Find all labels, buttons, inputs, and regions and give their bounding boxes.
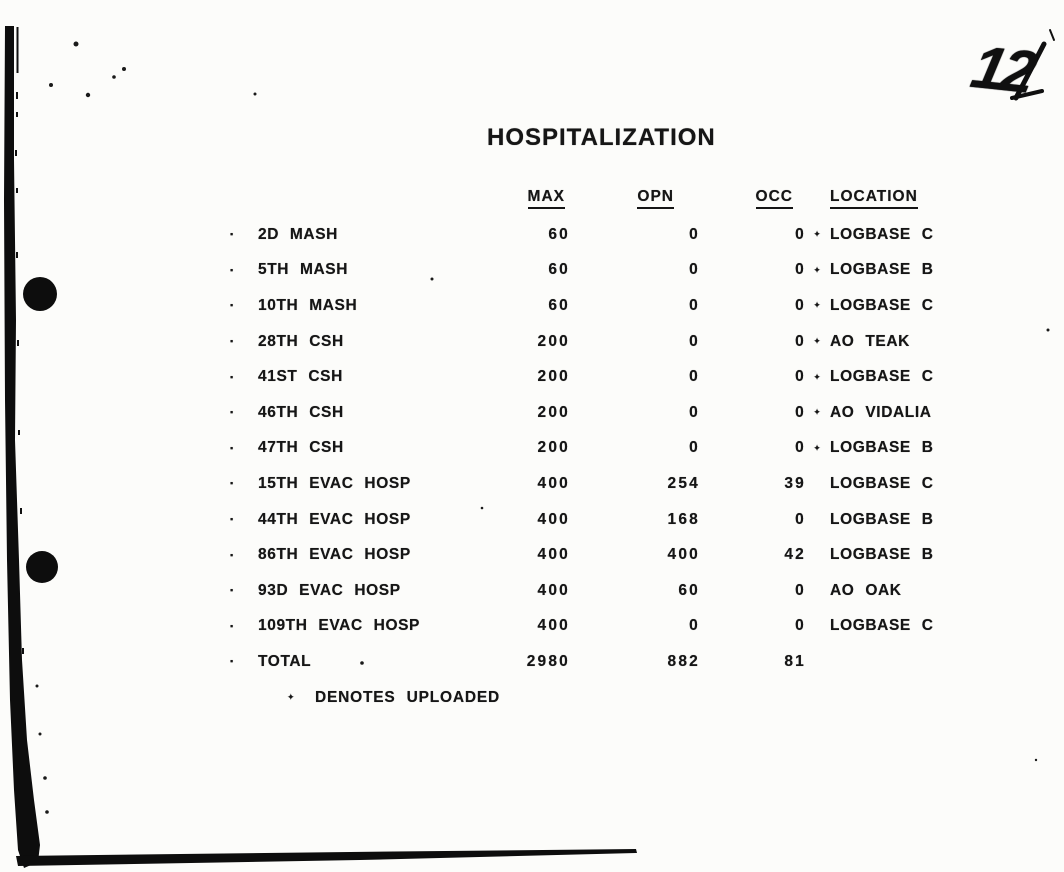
row-opn-value: 60 xyxy=(678,581,700,599)
row-max-value: 60 xyxy=(548,296,570,314)
row-occ-value: 81 xyxy=(784,652,806,670)
uploaded-marker-icon: ✦ xyxy=(813,371,821,382)
row-opn-value: 0 xyxy=(689,439,700,457)
row-location: LOGBASE C xyxy=(830,225,934,243)
row-max-value: 200 xyxy=(537,403,570,421)
row-bullet-icon: ▪ xyxy=(230,336,234,347)
table-row xyxy=(230,466,1040,502)
row-location: LOGBASE B xyxy=(830,510,934,528)
row-opn-value: 0 xyxy=(689,225,700,243)
row-location: LOGBASE C xyxy=(830,474,934,492)
table-row xyxy=(230,288,1040,324)
row-opn-value: 0 xyxy=(689,617,700,635)
column-header-occ: OCC xyxy=(756,188,793,209)
binding-bar xyxy=(4,26,40,868)
row-max-value: 400 xyxy=(537,474,570,492)
bottom-edge-line xyxy=(16,849,637,866)
row-max-value: 60 xyxy=(548,225,570,243)
row-bullet-icon: ▪ xyxy=(230,407,234,418)
row-opn-value: 0 xyxy=(689,332,700,350)
table-row xyxy=(230,359,1040,395)
row-location: AO VIDALIA xyxy=(830,403,932,421)
row-bullet-icon: ▪ xyxy=(230,478,234,489)
table-row xyxy=(230,644,1040,680)
row-location: LOGBASE C xyxy=(830,296,934,314)
row-location: AO TEAK xyxy=(830,332,910,350)
row-max-value: 200 xyxy=(537,368,570,386)
row-occ-value: 0 xyxy=(795,581,806,599)
hole-punch-top xyxy=(23,277,57,311)
table-row xyxy=(230,431,1040,467)
hospitalization-table xyxy=(230,180,1040,715)
row-max-value: 400 xyxy=(537,617,570,635)
row-occ-value: 0 xyxy=(795,510,806,528)
row-occ-value: 0 xyxy=(795,403,806,421)
row-bullet-icon: ▪ xyxy=(230,585,234,596)
row-location: AO OAK xyxy=(830,581,902,599)
row-unit-name: TOTAL xyxy=(258,652,312,670)
hole-punch-bottom xyxy=(26,551,58,583)
row-max-value: 400 xyxy=(537,546,570,564)
table-row xyxy=(230,609,1040,645)
row-location: LOGBASE C xyxy=(830,368,934,386)
row-occ-value: 0 xyxy=(795,225,806,243)
row-opn-value: 0 xyxy=(689,403,700,421)
row-bullet-icon: ▪ xyxy=(230,371,234,382)
row-occ-value: 0 xyxy=(795,439,806,457)
row-bullet-icon: ▪ xyxy=(230,549,234,560)
row-unit-name: 47TH CSH xyxy=(258,439,344,457)
row-unit-name: 46TH CSH xyxy=(258,403,344,421)
row-unit-name: 5TH MASH xyxy=(258,261,349,279)
row-unit-name: 44TH EVAC HOSP xyxy=(258,510,411,528)
row-bullet-icon: ▪ xyxy=(230,656,234,667)
uploaded-marker-icon: ✦ xyxy=(813,407,821,418)
row-occ-value: 0 xyxy=(795,332,806,350)
row-opn-value: 400 xyxy=(667,546,700,564)
footnote-row xyxy=(287,680,1040,716)
row-location: LOGBASE C xyxy=(830,617,934,635)
row-bullet-icon: ▪ xyxy=(230,300,234,311)
row-occ-value: 0 xyxy=(795,368,806,386)
row-location: LOGBASE B xyxy=(830,546,934,564)
row-unit-name: 93D EVAC HOSP xyxy=(258,581,401,599)
footnote-text: DENOTES UPLOADED xyxy=(315,688,501,706)
uploaded-marker-icon: ✦ xyxy=(813,300,821,311)
row-unit-name: 86TH EVAC HOSP xyxy=(258,546,411,564)
row-opn-value: 882 xyxy=(667,652,700,670)
row-occ-value: 42 xyxy=(784,546,806,564)
table-row xyxy=(230,573,1040,609)
uploaded-marker-icon: ✦ xyxy=(813,336,821,347)
column-header-opn: OPN xyxy=(637,188,674,209)
table-row xyxy=(230,217,1040,253)
row-max-value: 200 xyxy=(537,332,570,350)
row-opn-value: 254 xyxy=(667,474,700,492)
uploaded-marker-icon: ✦ xyxy=(813,264,821,275)
hospital-table-rows xyxy=(230,217,1040,680)
table-row xyxy=(230,253,1040,289)
row-max-value: 400 xyxy=(537,510,570,528)
row-unit-name: 109TH EVAC HOSP xyxy=(258,617,420,635)
row-max-value: 400 xyxy=(537,581,570,599)
row-unit-name: 41ST CSH xyxy=(258,368,343,386)
row-location: LOGBASE B xyxy=(830,439,934,457)
column-header-location: LOCATION xyxy=(830,188,918,209)
row-bullet-icon: ▪ xyxy=(230,620,234,631)
row-opn-value: 0 xyxy=(689,368,700,386)
row-opn-value: 168 xyxy=(667,510,700,528)
row-unit-name: 28TH CSH xyxy=(258,332,344,350)
row-max-value: 60 xyxy=(548,261,570,279)
row-occ-value: 39 xyxy=(784,474,806,492)
row-max-value: 2980 xyxy=(526,652,570,670)
row-bullet-icon: ▪ xyxy=(230,229,234,240)
row-unit-name: 15TH EVAC HOSP xyxy=(258,474,411,492)
uploaded-marker-icon: ✦ xyxy=(813,442,821,453)
row-occ-value: 0 xyxy=(795,261,806,279)
row-unit-name: 10TH MASH xyxy=(258,296,358,314)
row-bullet-icon: ▪ xyxy=(230,264,234,275)
page-title: HOSPITALIZATION xyxy=(487,124,716,151)
row-occ-value: 0 xyxy=(795,617,806,635)
uploaded-marker-icon: ✦ xyxy=(813,229,821,240)
table-row xyxy=(230,537,1040,573)
row-opn-value: 0 xyxy=(689,296,700,314)
row-opn-value: 0 xyxy=(689,261,700,279)
row-bullet-icon: ▪ xyxy=(230,442,234,453)
footnote-marker-icon: ✦ xyxy=(287,692,295,703)
column-header-max: MAX xyxy=(528,188,565,209)
table-row xyxy=(230,324,1040,360)
binding-inner-line xyxy=(17,27,19,73)
row-max-value: 200 xyxy=(537,439,570,457)
row-bullet-icon: ▪ xyxy=(230,514,234,525)
row-unit-name: 2D MASH xyxy=(258,225,338,243)
row-location: LOGBASE B xyxy=(830,261,934,279)
row-occ-value: 0 xyxy=(795,296,806,314)
table-row xyxy=(230,395,1040,431)
table-row xyxy=(230,502,1040,538)
handwritten-page-number: 12 xyxy=(965,33,1039,106)
table-header-row xyxy=(230,180,1040,217)
